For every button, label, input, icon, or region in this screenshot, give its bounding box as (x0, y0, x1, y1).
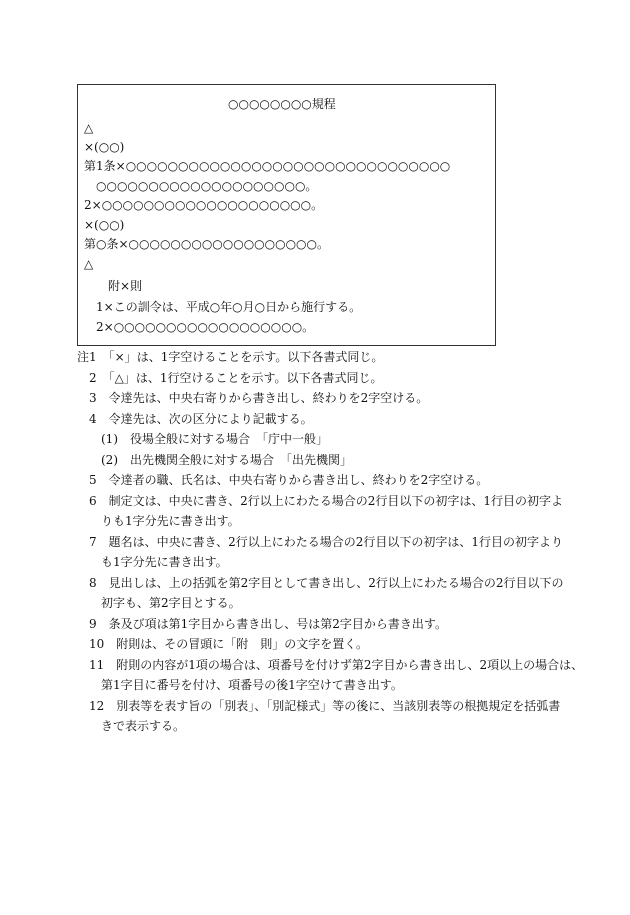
supplementary-item-1: 1×この訓令は、平成○年○月○日から施行する。 (96, 300, 362, 314)
regulation-title: ○○○○○○○○規程 (228, 97, 336, 111)
note-11-continuation: 第1字目に番号を付け、項番号の後1字空けて書き出す。 (101, 678, 403, 692)
note-1: 注1 「×」は、1字空けることを示す。以下各書式同じ。 (77, 350, 384, 364)
note-7: 7 題名は、中央に書き、2行以上にわたる場合の2行目以下の初字は、1行目の初字より (89, 535, 564, 549)
note-11: 11 附則の内容が1項の場合は、項番号を付けず第2字目から書き出し、2項以上の場合は、 (89, 658, 584, 672)
heading-line: ×(○○) (84, 140, 125, 154)
supplementary-provisions-heading: 附×則 (108, 279, 143, 293)
note-4-item-1: (1) 役場全般に対する場合 「庁中一般」 (101, 432, 328, 446)
note-3: 3 令達先は、中央右寄りから書き出し、終わりを2字空ける。 (89, 391, 429, 405)
note-4: 4 令達先は、次の区分により記載する。 (89, 412, 313, 426)
note-7-continuation: も1字分先に書き出す。 (101, 555, 228, 569)
heading-line: ×(○○) (84, 218, 125, 232)
note-8-continuation: 初字も、第2字目とする。 (101, 596, 241, 610)
note-12: 12 別表等を表す旨の「別表」、「別記様式」等の後に、当該別表等の根拠規定を括弧書 (89, 699, 561, 713)
blank-line-mark: △ (84, 121, 94, 135)
supplementary-item-2: 2×○○○○○○○○○○○○○○○○○○。 (96, 320, 315, 334)
note-5: 5 令達者の職、氏名は、中央右寄りから書き出し、終わりを2字空ける。 (89, 473, 489, 487)
note-6: 6 制定文は、中央に書き、2行以上にわたる場合の2行目以下の初字は、1行目の初字よ (89, 494, 564, 508)
note-12-continuation: きで表示する。 (101, 719, 186, 733)
note-8: 8 見出しは、上の括弧を第2字目として書き出し、2行以上にわたる場合の2行目以下の (89, 576, 564, 590)
note-2: 2 「△」は、1行空けることを示す。以下各書式同じ。 (89, 371, 383, 385)
article-n-line: 第○条×○○○○○○○○○○○○○○○○○○。 (84, 237, 329, 251)
note-9: 9 条及び項は第1字目から書き出し、号は第2字目から書き出す。 (89, 617, 447, 631)
note-6-continuation: りも1字分先に書き出す。 (101, 514, 240, 528)
regulation-format-box (77, 84, 496, 346)
note-10: 10 附則は、その冒頭に「附 則」の文字を置く。 (89, 637, 369, 651)
article-1-line: 第1条×○○○○○○○○○○○○○○○○○○○○○○○○○○○○○○○ (84, 159, 451, 173)
note-4-item-2: (2) 出先機関全般に対する場合 「出先機関」 (101, 453, 352, 467)
paragraph-2-line: 2×○○○○○○○○○○○○○○○○○○○○。 (84, 198, 324, 212)
blank-line-mark: △ (84, 257, 94, 271)
article-1-continuation: ○○○○○○○○○○○○○○○○○○○○。 (96, 179, 318, 193)
